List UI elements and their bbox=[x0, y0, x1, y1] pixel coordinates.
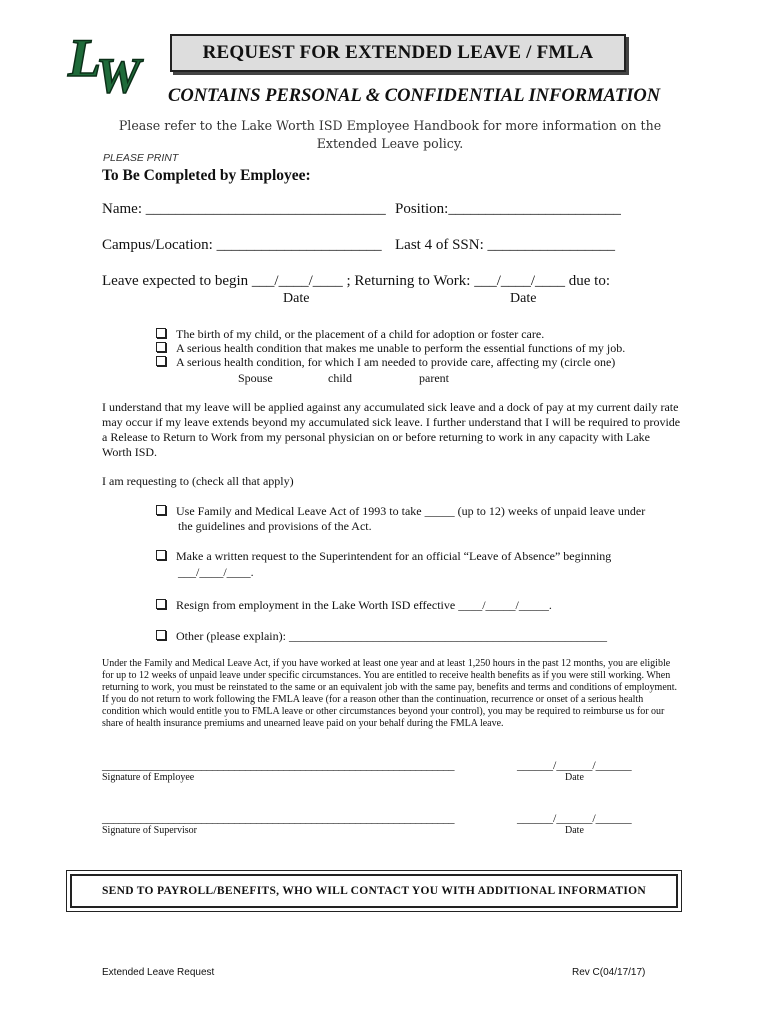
circle-option-parent[interactable]: parent bbox=[419, 371, 449, 385]
form-title: REQUEST FOR EXTENDED LEAVE / FMLA bbox=[202, 42, 594, 63]
section-title: To Be Completed by Employee: bbox=[102, 167, 311, 184]
request-other-label: Other (please explain): _____________________________________________________ bbox=[176, 629, 607, 643]
supervisor-signature-label: Signature of Supervisor bbox=[102, 825, 197, 836]
please-print-label: PLEASE PRINT bbox=[103, 152, 179, 164]
form-name: Extended Leave Request bbox=[102, 967, 215, 978]
employee-date-label: Date bbox=[565, 772, 584, 783]
request-leave-of-absence[interactable] bbox=[156, 549, 611, 564]
district-logo bbox=[66, 26, 156, 98]
employee-signature-label: Signature of Employee bbox=[102, 772, 195, 783]
reason-label: The birth of my child, or the placement of a child for adoption or foster care. bbox=[176, 327, 545, 341]
intro-text: Please refer to the Lake Worth ISD Employee Handbook for more information on the Extended Leave policy. bbox=[118, 118, 662, 151]
request-fmla[interactable] bbox=[156, 504, 645, 519]
reason-own-health[interactable] bbox=[156, 341, 625, 356]
begin-date-label: Date bbox=[283, 291, 310, 306]
request-fmla-label: Use Family and Medical Leave Act of 1993 to take _____ (up to 12) weeks of unpaid leave under bbox=[176, 504, 646, 518]
leave-dates-field[interactable]: Leave expected to begin ___/____/____ ; Returning to Work: ___/____/____ due to: bbox=[102, 273, 611, 289]
supervisor-date-line[interactable]: ______/______/______ bbox=[517, 811, 632, 825]
request-resign-label: Resign from employment in the Lake Worth ISD effective ____/_____/_____. bbox=[176, 598, 552, 612]
requesting-label: I am requesting to (check all that apply) bbox=[102, 474, 294, 488]
send-to-text: SEND TO PAYROLL/BENEFITS, WHO WILL CONTACT YOU WITH ADDITIONAL INFORMATION bbox=[101, 885, 647, 897]
send-to-inner bbox=[70, 874, 678, 908]
return-date-label: Date bbox=[510, 291, 537, 306]
employee-date-line[interactable]: ______/______/______ bbox=[517, 758, 632, 772]
logo-l: L bbox=[68, 28, 101, 88]
reason-label: A serious health condition, for which I am needed to provide care, affecting my (circle one) bbox=[176, 355, 616, 369]
checkbox-icon[interactable] bbox=[156, 342, 166, 352]
checkbox-icon[interactable] bbox=[156, 630, 166, 640]
checkbox-icon[interactable] bbox=[156, 505, 166, 515]
name-field[interactable]: Name: ________________________________ bbox=[102, 201, 386, 217]
checkbox-icon[interactable] bbox=[156, 550, 166, 560]
send-to-box bbox=[66, 870, 682, 912]
supervisor-signature-line[interactable]: ________________________________________________________________ bbox=[102, 811, 454, 825]
request-other[interactable] bbox=[156, 629, 607, 644]
reason-label: A serious health condition that makes me unable to perform the essential functions of my job. bbox=[176, 341, 626, 355]
confidential-notice: CONTAINS PERSONAL & CONFIDENTIAL INFORMATION bbox=[168, 86, 661, 106]
checkbox-icon[interactable] bbox=[156, 356, 166, 366]
form-title-box bbox=[170, 34, 626, 72]
checkbox-icon[interactable] bbox=[156, 328, 166, 338]
lw-logo-icon bbox=[66, 26, 156, 98]
fmla-notice: Under the Family and Medical Leave Act, if you have worked at least one year and at least 1,250 hours in the past 12 months, you are eligible for up to 12 weeks of unpaid leave under specific circumstances. You are entitled to receive health benefits as if you were still working. When returning to work, you must be reinstated to the same or an equivalent job with the same pay, benefits and terms and conditions of employment. If you do not return to work following the FMLA leave (for a reason other than the continuation, recurrence or onset of a serious health condition which would entitle you to FMLA leave or other circumstances beyond your control), you may be required to reimburse us for our share of health insurance premiums and unearned leave paid on your behalf during the FMLA leave. bbox=[102, 658, 678, 729]
loa-date-field[interactable]: ___/____/____. bbox=[178, 565, 254, 579]
request-loa-label: Make a written request to the Superintendent for an official “Leave of Absence” beginning bbox=[176, 549, 612, 563]
logo-w: W bbox=[96, 47, 141, 98]
supervisor-date-label: Date bbox=[565, 825, 584, 836]
request-resign[interactable] bbox=[156, 598, 552, 613]
ssn-field[interactable]: Last 4 of SSN: _________________ bbox=[395, 237, 616, 253]
request-fmla-line2: the guidelines and provisions of the Act. bbox=[178, 519, 372, 533]
employee-signature-line[interactable]: ________________________________________________________________ bbox=[102, 758, 454, 772]
form-revision: Rev C(04/17/17) bbox=[572, 967, 646, 978]
campus-field[interactable]: Campus/Location: ______________________ bbox=[102, 237, 382, 253]
circle-option-child[interactable]: child bbox=[328, 371, 352, 385]
position-field[interactable]: Position:_______________________ bbox=[395, 201, 621, 217]
checkbox-icon[interactable] bbox=[156, 599, 166, 609]
circle-option-spouse[interactable]: Spouse bbox=[238, 371, 273, 385]
sick-leave-statement: I understand that my leave will be applied against any accumulated sick leave and a dock of pay at my current daily rate may occur if my leave extends beyond my accumulated sick leave. I further understand that I will be required to provide a Release to Return to Work from my personal physician on or before returning to work in any capacity with Lake Worth ISD. bbox=[102, 400, 681, 459]
reason-family-health[interactable] bbox=[156, 355, 615, 370]
reason-birth[interactable] bbox=[156, 327, 544, 342]
